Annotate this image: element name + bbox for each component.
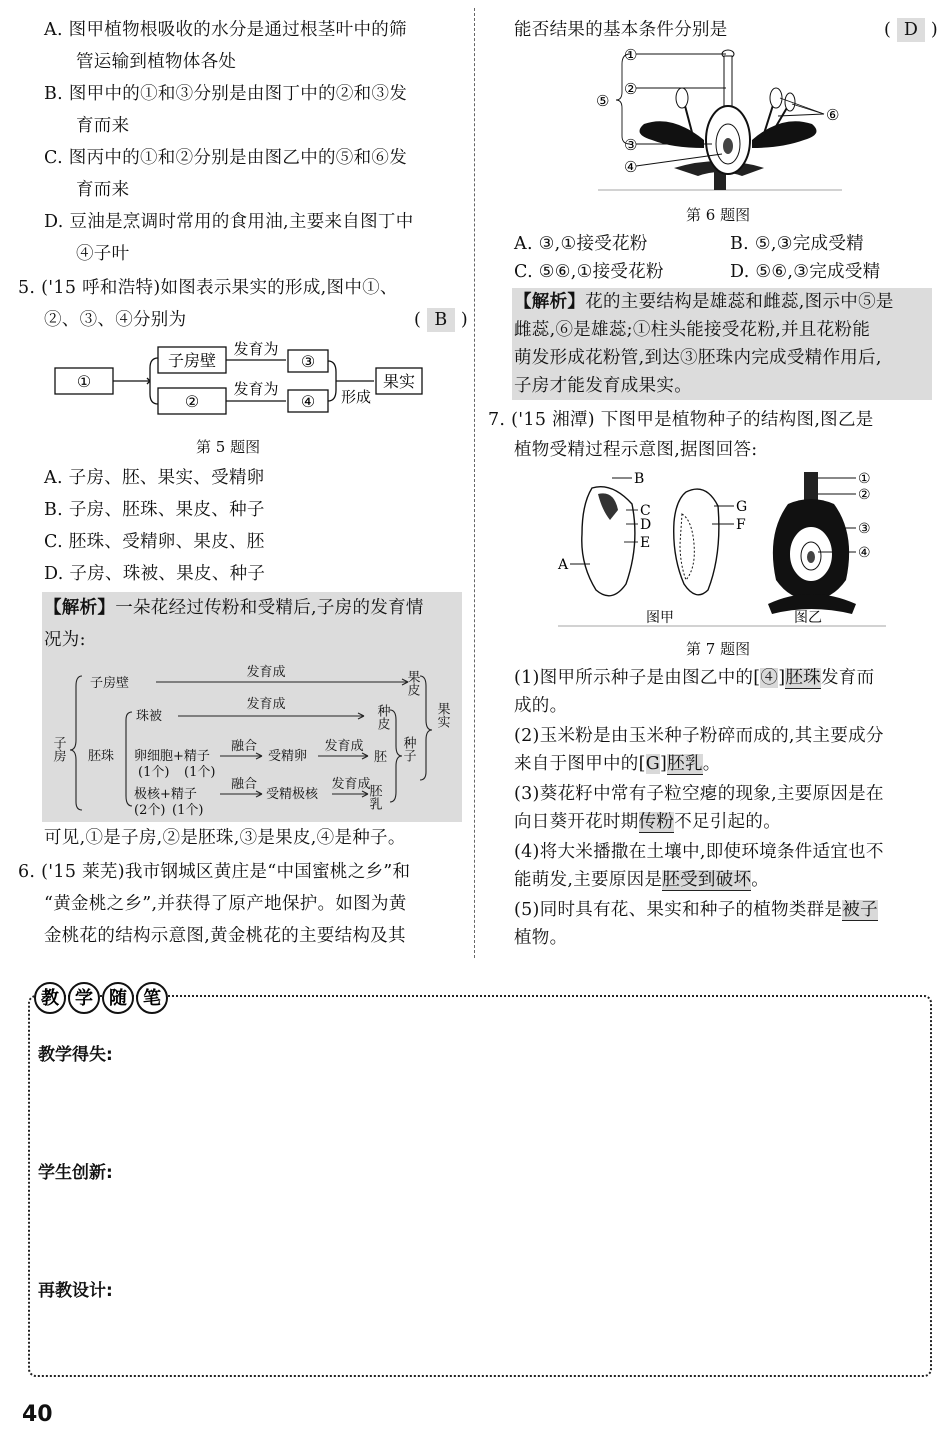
flow-guoshi: 果实 bbox=[434, 702, 450, 728]
badge-char-3: 随 bbox=[109, 988, 127, 1009]
q7-part3-line1: (3)葵花籽中常有子粒空瘪的现象,主要原因是在 bbox=[514, 784, 884, 804]
q5-box-3: ③ bbox=[300, 352, 316, 371]
q7-label-g: G bbox=[736, 499, 748, 515]
q6-label-3: ③ bbox=[624, 136, 638, 154]
q7-part3-tail: 不足引起的。 bbox=[674, 812, 782, 832]
flow-zhongzi: 种子 bbox=[400, 736, 416, 762]
q7-label-f: F bbox=[736, 517, 746, 533]
q7-part1-tail: 发育而 bbox=[820, 668, 875, 688]
q5-answer-value: B bbox=[427, 308, 455, 332]
q5-flow-diagram bbox=[50, 660, 456, 820]
q7-part4-line1: (4)将大米播撒在土壤中,即使环境条件适宜也不 bbox=[514, 842, 884, 862]
q6-analysis-line2: 雌蕊,⑥是雄蕊;①柱头能接受花粉,并且花粉能 bbox=[514, 320, 871, 340]
q5-box-1: ① bbox=[76, 372, 92, 391]
q6-analysis-line1 bbox=[514, 290, 894, 314]
q7-part1-bracket: ] bbox=[778, 668, 786, 688]
q5-answer: ( B ) bbox=[414, 310, 468, 330]
q5-option-b: B. 子房、胚珠、果皮、种子 bbox=[44, 500, 265, 520]
q6-label-1: ① bbox=[624, 46, 638, 64]
q4-option-d-line2: ④子叶 bbox=[76, 244, 130, 264]
q6-label-2: ② bbox=[624, 80, 638, 98]
flow-shoujingluan: 受精卵 bbox=[268, 749, 308, 764]
q5-caption: 第 5 题图 bbox=[196, 438, 261, 456]
flow-two: (2个) bbox=[134, 803, 166, 818]
q5-box-fruit: 果实 bbox=[382, 372, 416, 391]
q7-label-b: B bbox=[634, 471, 645, 487]
q7-part2-line2 bbox=[514, 752, 721, 776]
q7-part5-line1 bbox=[514, 898, 878, 922]
q7-label-jia: 图甲 bbox=[646, 610, 674, 626]
q4-option-d-line1: D. 豆油是烹调时常用的食用油,主要来自图丁中 bbox=[44, 212, 414, 232]
q7-figure bbox=[556, 464, 890, 630]
q6-analysis-label: 【解析】 bbox=[514, 292, 586, 312]
flow-fayucheng-4: 发育成 bbox=[331, 777, 371, 792]
q6-label-5: ⑤ bbox=[596, 92, 610, 110]
q7-part2-line1: (2)玉米粉是由玉米种子粉碎而成的,其主要成分 bbox=[514, 726, 884, 746]
q7-part1-number: ④ bbox=[760, 668, 779, 688]
q6-option-c: C. ⑤⑥,①接受花粉 bbox=[514, 262, 664, 282]
flow-guopi: 果皮 bbox=[404, 670, 420, 696]
q6-answer-value: D bbox=[897, 18, 925, 42]
notes-label-gains: 教学得失: bbox=[38, 1045, 113, 1065]
q5-diagram bbox=[50, 338, 430, 420]
flow-zifang: 子房 bbox=[50, 736, 66, 762]
q7-label-3: ③ bbox=[858, 521, 871, 537]
q4-option-c-line1: C. 图丙中的①和②分别是由图乙中的⑤和⑥发 bbox=[44, 148, 407, 168]
q7-label-d: D bbox=[640, 517, 652, 533]
q7-part2-bracket: ] bbox=[660, 754, 668, 774]
q5-analysis-line2: 况为: bbox=[44, 630, 86, 650]
q5-develop-1: 发育为 bbox=[233, 340, 279, 358]
q4-option-b-line1: B. 图甲中的①和③分别是由图丁中的②和③发 bbox=[44, 84, 408, 104]
flow-fayucheng-2: 发育成 bbox=[246, 697, 286, 712]
q7-label-e: E bbox=[640, 535, 651, 551]
q7-label-2: ② bbox=[858, 487, 871, 503]
q7-label-a: A bbox=[558, 557, 569, 573]
q7-part1-text: (1)图甲所示种子是由图乙中的[ bbox=[514, 668, 761, 688]
flow-fayucheng-1: 发育成 bbox=[246, 665, 286, 680]
q7-part3-answer: 传粉 bbox=[638, 812, 675, 832]
q7-caption: 第 7 题图 bbox=[686, 640, 751, 658]
q7-part5-text: (5)同时具有花、果实和种子的植物类群是 bbox=[514, 900, 843, 920]
q7-part3-text: 向日葵开花时期 bbox=[514, 812, 639, 832]
q4-option-a-line1: A. 图甲植物根吸收的水分是通过根茎叶中的筛 bbox=[44, 20, 407, 40]
q5-box-4: ④ bbox=[300, 392, 316, 411]
badge-char-1: 教 bbox=[41, 988, 59, 1009]
q5-conclusion: 可见,①是子房,②是胚珠,③是果皮,④是种子。 bbox=[44, 828, 406, 848]
q5-stem-line2: ②、③、④分别为 bbox=[44, 310, 187, 330]
q5-box-ovary-wall: 子房壁 bbox=[167, 351, 217, 370]
q6-stem-line3: 金桃花的结构示意图,黄金桃花的主要结构及其 bbox=[44, 926, 406, 946]
q5-develop-2: 发育为 bbox=[233, 380, 279, 398]
q7-part1-line2: 成的。 bbox=[514, 696, 568, 716]
q6-option-b: B. ⑤,③完成受精 bbox=[730, 234, 864, 254]
flow-fayucheng-3: 发育成 bbox=[324, 739, 364, 754]
q7-part2-letter: G bbox=[645, 754, 661, 774]
q7-part1-answer: 胚珠 bbox=[785, 668, 821, 688]
flow-zifangbi: 子房壁 bbox=[90, 676, 130, 691]
q5-option-c: C. 胚珠、受精卵、果皮、胚 bbox=[44, 532, 265, 552]
column-divider bbox=[474, 8, 475, 958]
q6-label-6: ⑥ bbox=[826, 106, 840, 124]
flow-pei: 胚 bbox=[374, 750, 388, 765]
flow-one-3: (1个) bbox=[172, 803, 204, 818]
q7-part4-line2 bbox=[514, 868, 769, 892]
q5-analysis-label: 【解析】 bbox=[44, 598, 116, 618]
flow-one-1: (1个) bbox=[138, 765, 170, 780]
q7-part4-text: 能萌发,主要原因是 bbox=[514, 870, 663, 890]
q7-label-yi: 图乙 bbox=[794, 610, 822, 626]
badge-char-4: 笔 bbox=[143, 988, 161, 1009]
badge-char-2: 学 bbox=[75, 988, 93, 1009]
q5-box-2: ② bbox=[184, 392, 200, 411]
flow-ronghe-2: 融合 bbox=[230, 777, 258, 792]
q5-form: 形成 bbox=[340, 388, 372, 406]
flow-shoujingjihe: 受精极核 bbox=[266, 787, 319, 802]
q7-stem-line2: 植物受精过程示意图,据图回答: bbox=[514, 440, 758, 460]
q6-analysis-text1: 花的主要结构是雄蕊和雌蕊,图示中⑤是 bbox=[585, 292, 894, 312]
q4-option-a-line2: 管运输到植物体各处 bbox=[76, 52, 237, 72]
notes-label-redesign: 再教设计: bbox=[38, 1281, 113, 1301]
q7-stem-line1: 7. ('15 湘潭) 下图甲是植物种子的结构图,图乙是 bbox=[488, 410, 874, 430]
q7-part2-tail: 。 bbox=[702, 754, 721, 774]
q5-analysis-line1 bbox=[44, 596, 424, 620]
q5-stem-line1: 5. ('15 呼和浩特)如图表示果实的形成,图中①、 bbox=[18, 278, 398, 298]
q7-part4-tail: 。 bbox=[751, 870, 770, 890]
flow-ronghe-1: 融合 bbox=[230, 739, 258, 754]
q5-analysis-text1: 一朵花经过传粉和受精后,子房的发育情 bbox=[115, 598, 424, 618]
q7-label-4: ④ bbox=[858, 545, 871, 561]
teaching-notes-box bbox=[28, 995, 932, 1377]
flow-jihe: 极核+精子 bbox=[134, 787, 197, 802]
page-number: 40 bbox=[22, 1402, 53, 1427]
flow-peiru: 胚乳 bbox=[366, 784, 382, 810]
q7-label-1: ① bbox=[858, 471, 871, 487]
flow-peizhu: 胚珠 bbox=[88, 749, 115, 764]
q6-option-d: D. ⑤⑥,③完成受精 bbox=[730, 262, 881, 282]
q6-answer: ( D ) bbox=[884, 20, 938, 40]
q4-option-b-line2: 育而来 bbox=[76, 116, 130, 136]
flow-luanxibao: 卵细胞+精子 bbox=[134, 749, 210, 764]
q6-stem-line4: 能否结果的基本条件分别是 bbox=[514, 20, 728, 40]
q7-part2-answer: 胚乳 bbox=[667, 754, 703, 774]
q6-flower-figure bbox=[592, 44, 848, 194]
q6-stem-line2: “黄金桃之乡”,并获得了原产地保护。如图为黄 bbox=[44, 894, 407, 914]
q6-stem-line1: 6. ('15 莱芜)我市钢城区黄庄是“中国蜜桃之乡”和 bbox=[18, 862, 411, 882]
q7-part5-answer: 被子 bbox=[842, 900, 878, 920]
q5-option-a: A. 子房、胚、果实、受精卵 bbox=[44, 468, 265, 488]
q6-option-a: A. ③,①接受花粉 bbox=[514, 234, 648, 254]
q6-caption: 第 6 题图 bbox=[686, 206, 751, 224]
flow-zhongpi: 种皮 bbox=[374, 704, 390, 730]
q7-label-c: C bbox=[640, 503, 651, 519]
flow-zhubei: 珠被 bbox=[136, 709, 163, 724]
q7-part4-answer: 胚受到破坏 bbox=[662, 870, 752, 890]
q6-analysis-line4: 子房才能发育成果实。 bbox=[514, 376, 692, 396]
q6-label-4: ④ bbox=[624, 158, 638, 176]
q4-option-c-line2: 育而来 bbox=[76, 180, 130, 200]
flow-one-2: (1个) bbox=[184, 765, 216, 780]
q7-part3-line2 bbox=[514, 810, 781, 834]
notes-label-innovation: 学生创新: bbox=[38, 1163, 113, 1183]
q7-part5-line2: 植物。 bbox=[514, 928, 568, 948]
q7-part2-text: 来自于图甲中的[ bbox=[514, 754, 646, 774]
teaching-notes-badge bbox=[32, 980, 176, 1016]
q7-part1-line1 bbox=[514, 666, 874, 690]
q5-option-d: D. 子房、珠被、果皮、种子 bbox=[44, 564, 266, 584]
q6-analysis-line3: 萌发形成花粉管,到达③胚珠内完成受精作用后, bbox=[514, 348, 882, 368]
